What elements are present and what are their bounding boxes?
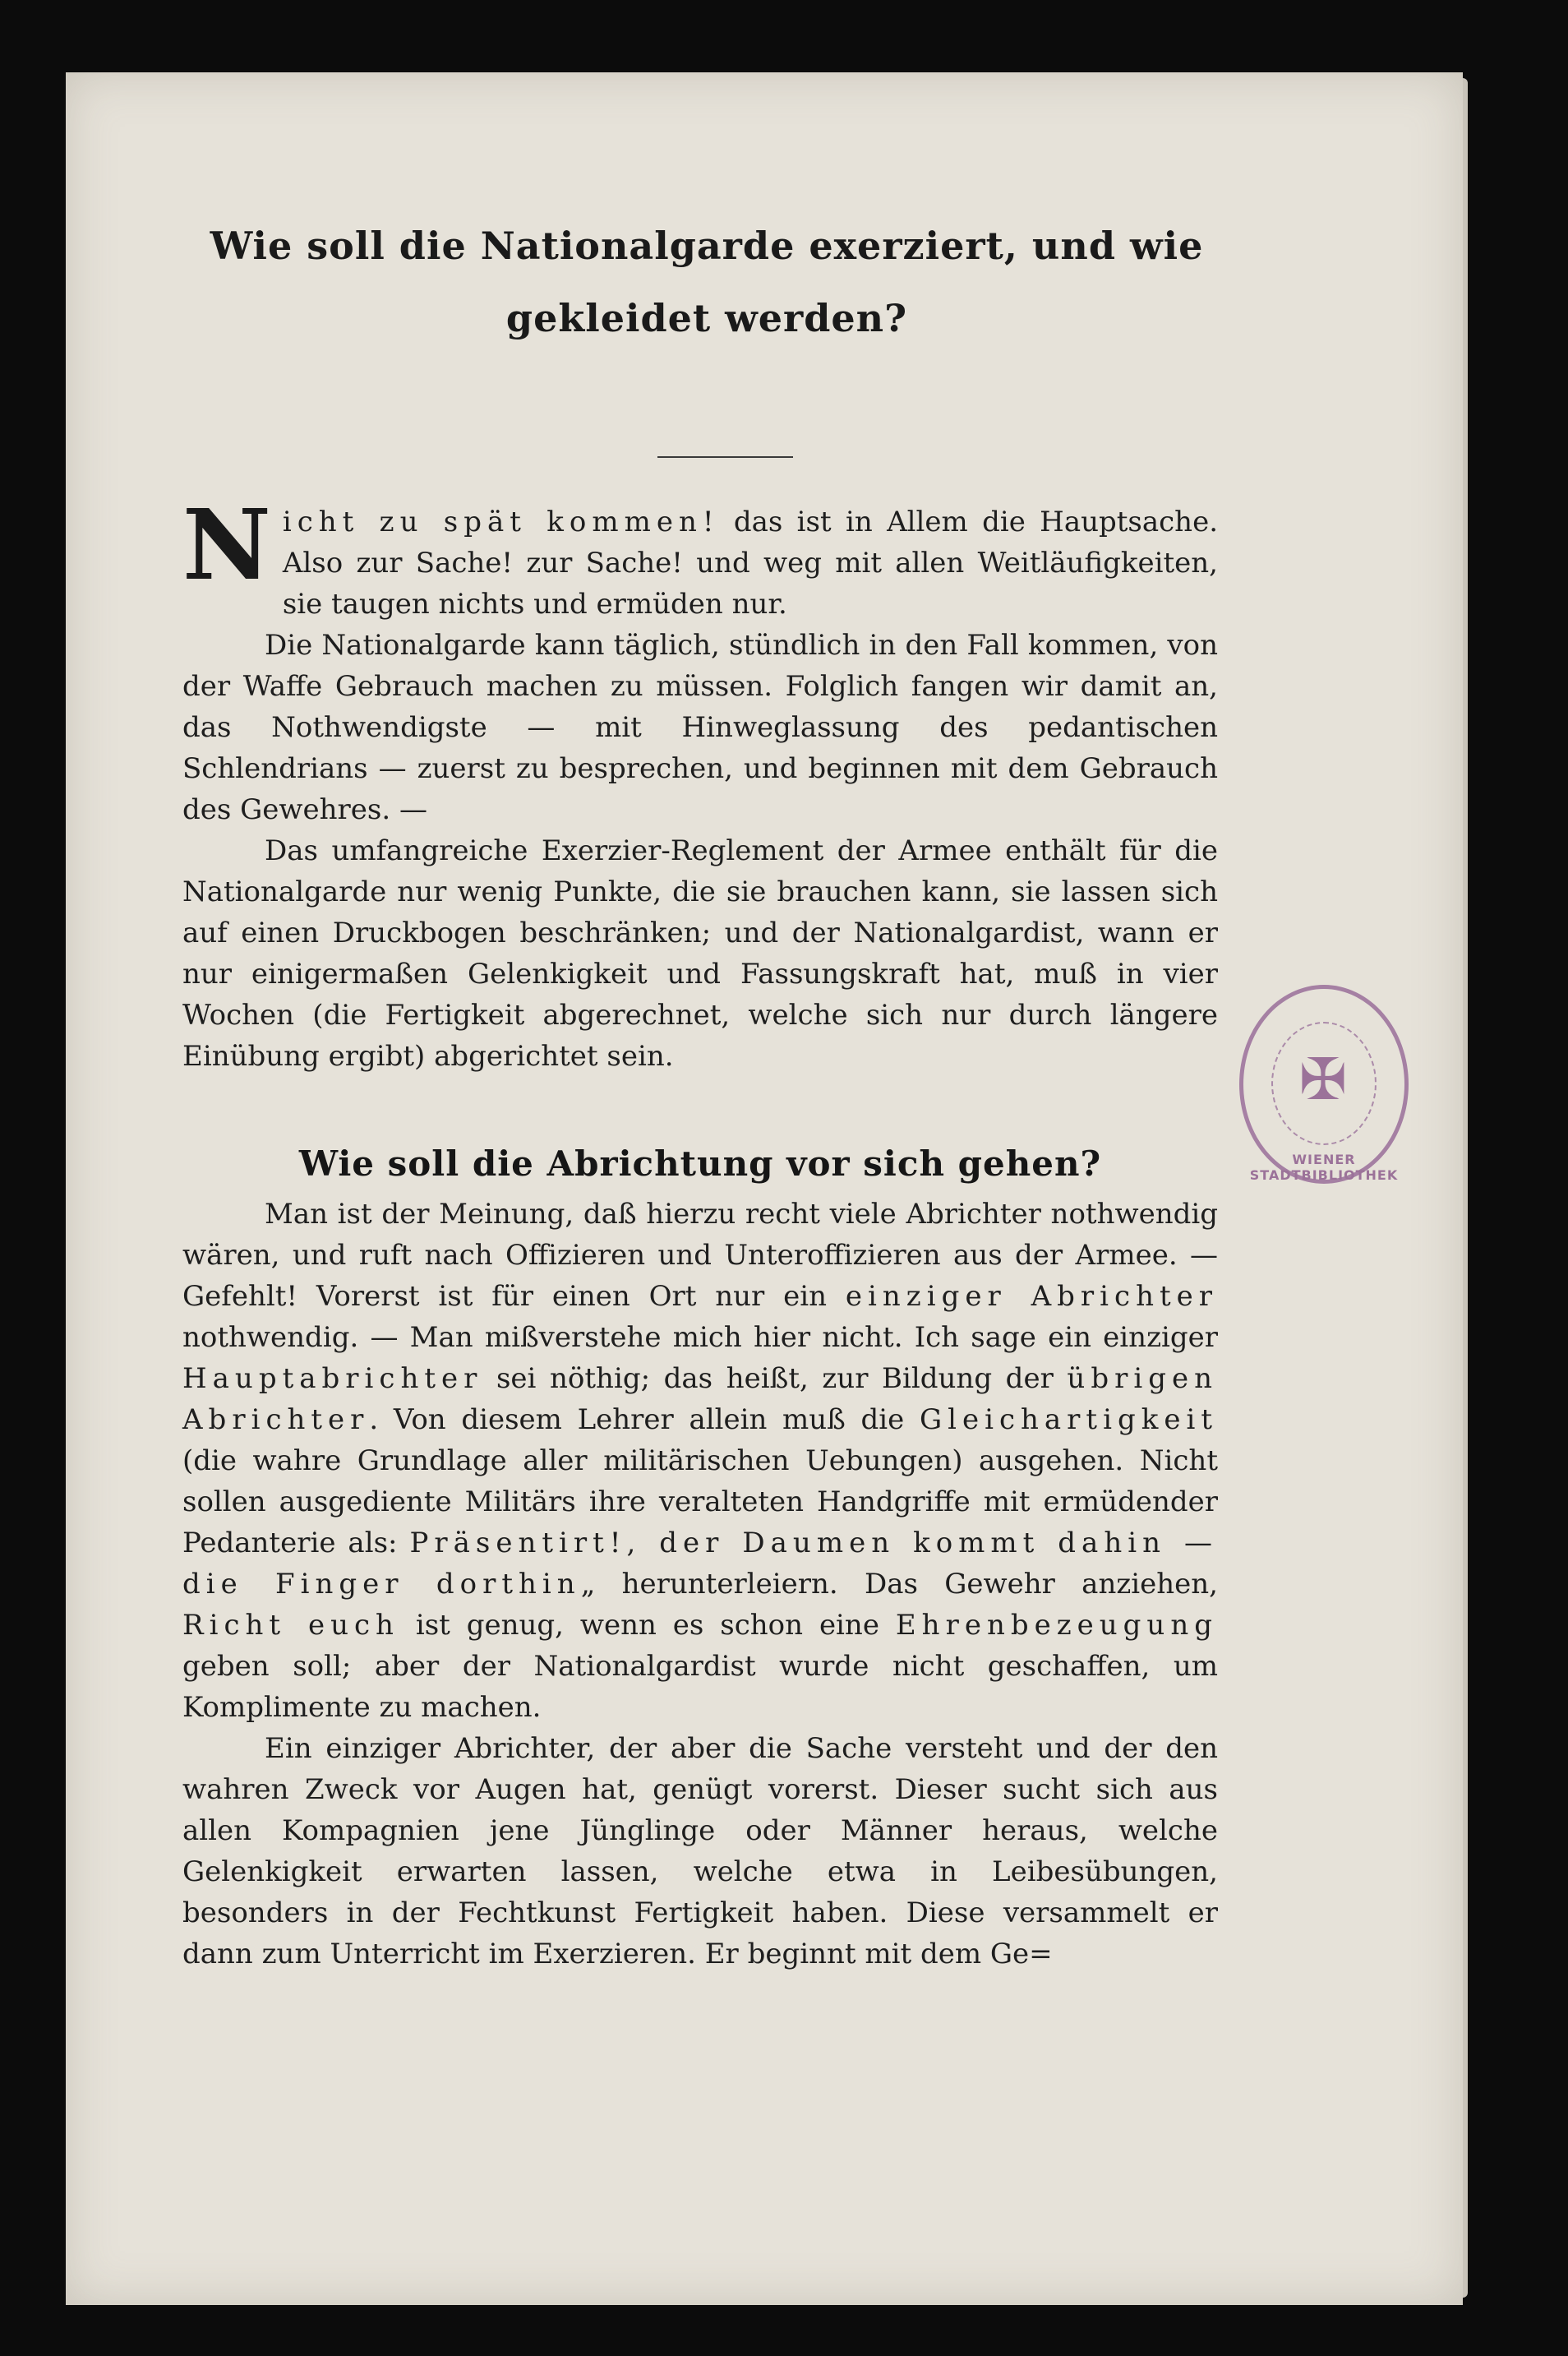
page-title: Wie soll die Nationalgarde exerziert, und wie gekleidet werden? [210, 224, 1204, 340]
paragraph-text: ist genug, wenn es schon eine [399, 1609, 896, 1642]
paragraph-2: Die Nationalgarde kann täglich, stündlich in den Fall kommen, von der Waffe Gebrauch machen zu müssen. Folglich fangen wir damit an, das Nothwendigste — mit Hinweglassung des pedantischen Schlendrians — zuerst zu besprechen, und beginnen mit dem Gebrauch des Gewehres. — [182, 629, 1218, 826]
paragraph-text: geben soll; aber der Nationalgardist wurde nicht geschaffen, um Komplimente zu machen. [182, 1650, 1218, 1724]
eagle-icon: ✠ [1298, 1046, 1348, 1113]
spaced-phrase: Ehrenbezeugung [895, 1609, 1218, 1642]
paragraph-text: das ist in Allem die Hauptsache. Also zur Sache! zur Sache! und weg mit allen Weitläufigkeiten, sie taugen nichts und ermüden nur. [282, 506, 1219, 621]
spaced-phrase: Präsentirt!, der Daumen kommt dahin — die Finger dorthin [182, 1527, 1218, 1601]
section-2 [182, 1194, 1218, 1975]
paragraph-1 [182, 487, 1219, 625]
stamp-text: WIENER STADTBIBLIOTHEK [1249, 1152, 1399, 1183]
paragraph-4 [182, 1194, 1218, 1728]
paragraph-text: „ herunterleiern. Das Gewehr anziehen, [580, 1568, 1218, 1601]
paragraph-text: sei nöthig; das heißt, zur Bildung der [482, 1362, 1068, 1395]
paragraph-text: . Von diesem Lehrer allein muß die [369, 1403, 920, 1436]
spaced-phrase: einziger Abrichter [845, 1280, 1218, 1313]
spaced-phrase: Richt euch [182, 1609, 399, 1642]
section-1 [182, 487, 1219, 1077]
library-stamp [1239, 985, 1409, 1184]
spaced-phrase: Gleichartigkeit [919, 1403, 1218, 1436]
paragraph-text: nothwendig. — Man mißverstehe mich hier nicht. Ich sage ein einziger [182, 1321, 1218, 1354]
spaced-phrase: Hauptabrichter [182, 1362, 483, 1395]
paragraph-text: (die wahre Grundlage aller militärischen Uebungen) ausgehen. Nicht sollen ausgediente Militärs ihre veralteten Handgriffe mit ermüdender Pedanterie als: [182, 1444, 1218, 1559]
spaced-phrase: übrigen Abrichter [182, 1362, 1218, 1436]
paragraph-3: Das umfangreiche Exerzier-Reglement der Armee enthält für die Nationalgarde nur wenig Punkte, die sie brauchen kann, sie lassen sich auf einen Druckbogen beschränken; und der Nationalgardist, wann er nur einigermaßen Gelenkigkeit und Fassungskraft hat, muß in vier Wochen (die Fertigkeit abgerechnet, welche sich nur durch längere Einübung ergibt) abgerichtet sein. [182, 834, 1218, 1073]
drop-cap: N [182, 487, 271, 602]
spaced-phrase: icht zu spät kommen! [282, 506, 720, 538]
title-divider [657, 456, 793, 458]
paragraph-text: Man ist der Meinung, daß hierzu recht viele Abrichter nothwendig wären, und ruft nach Offizieren und Unteroffizieren aus der Armee. — Gefehlt! Vorerst ist für einen Ort nur ein [182, 1198, 1218, 1313]
paragraph-5: Ein einziger Abrichter, der aber die Sache versteht und der den wahren Zweck vor Augen hat, genügt vorerst. Dieser sucht sich aus allen Kompagnien jene Jünglinge oder Männer heraus, welche Gelenkigkeit erwarten lassen, welche etwa in Leibesübungen, besonders in der Fechtkunst Fertigkeit haben. Diese versammelt er dann zum Unterricht im Exerzieren. Er beginnt mit dem Ge= [182, 1732, 1218, 1970]
section-heading: Wie soll die Abrichtung vor sich gehen? [298, 1143, 1102, 1184]
